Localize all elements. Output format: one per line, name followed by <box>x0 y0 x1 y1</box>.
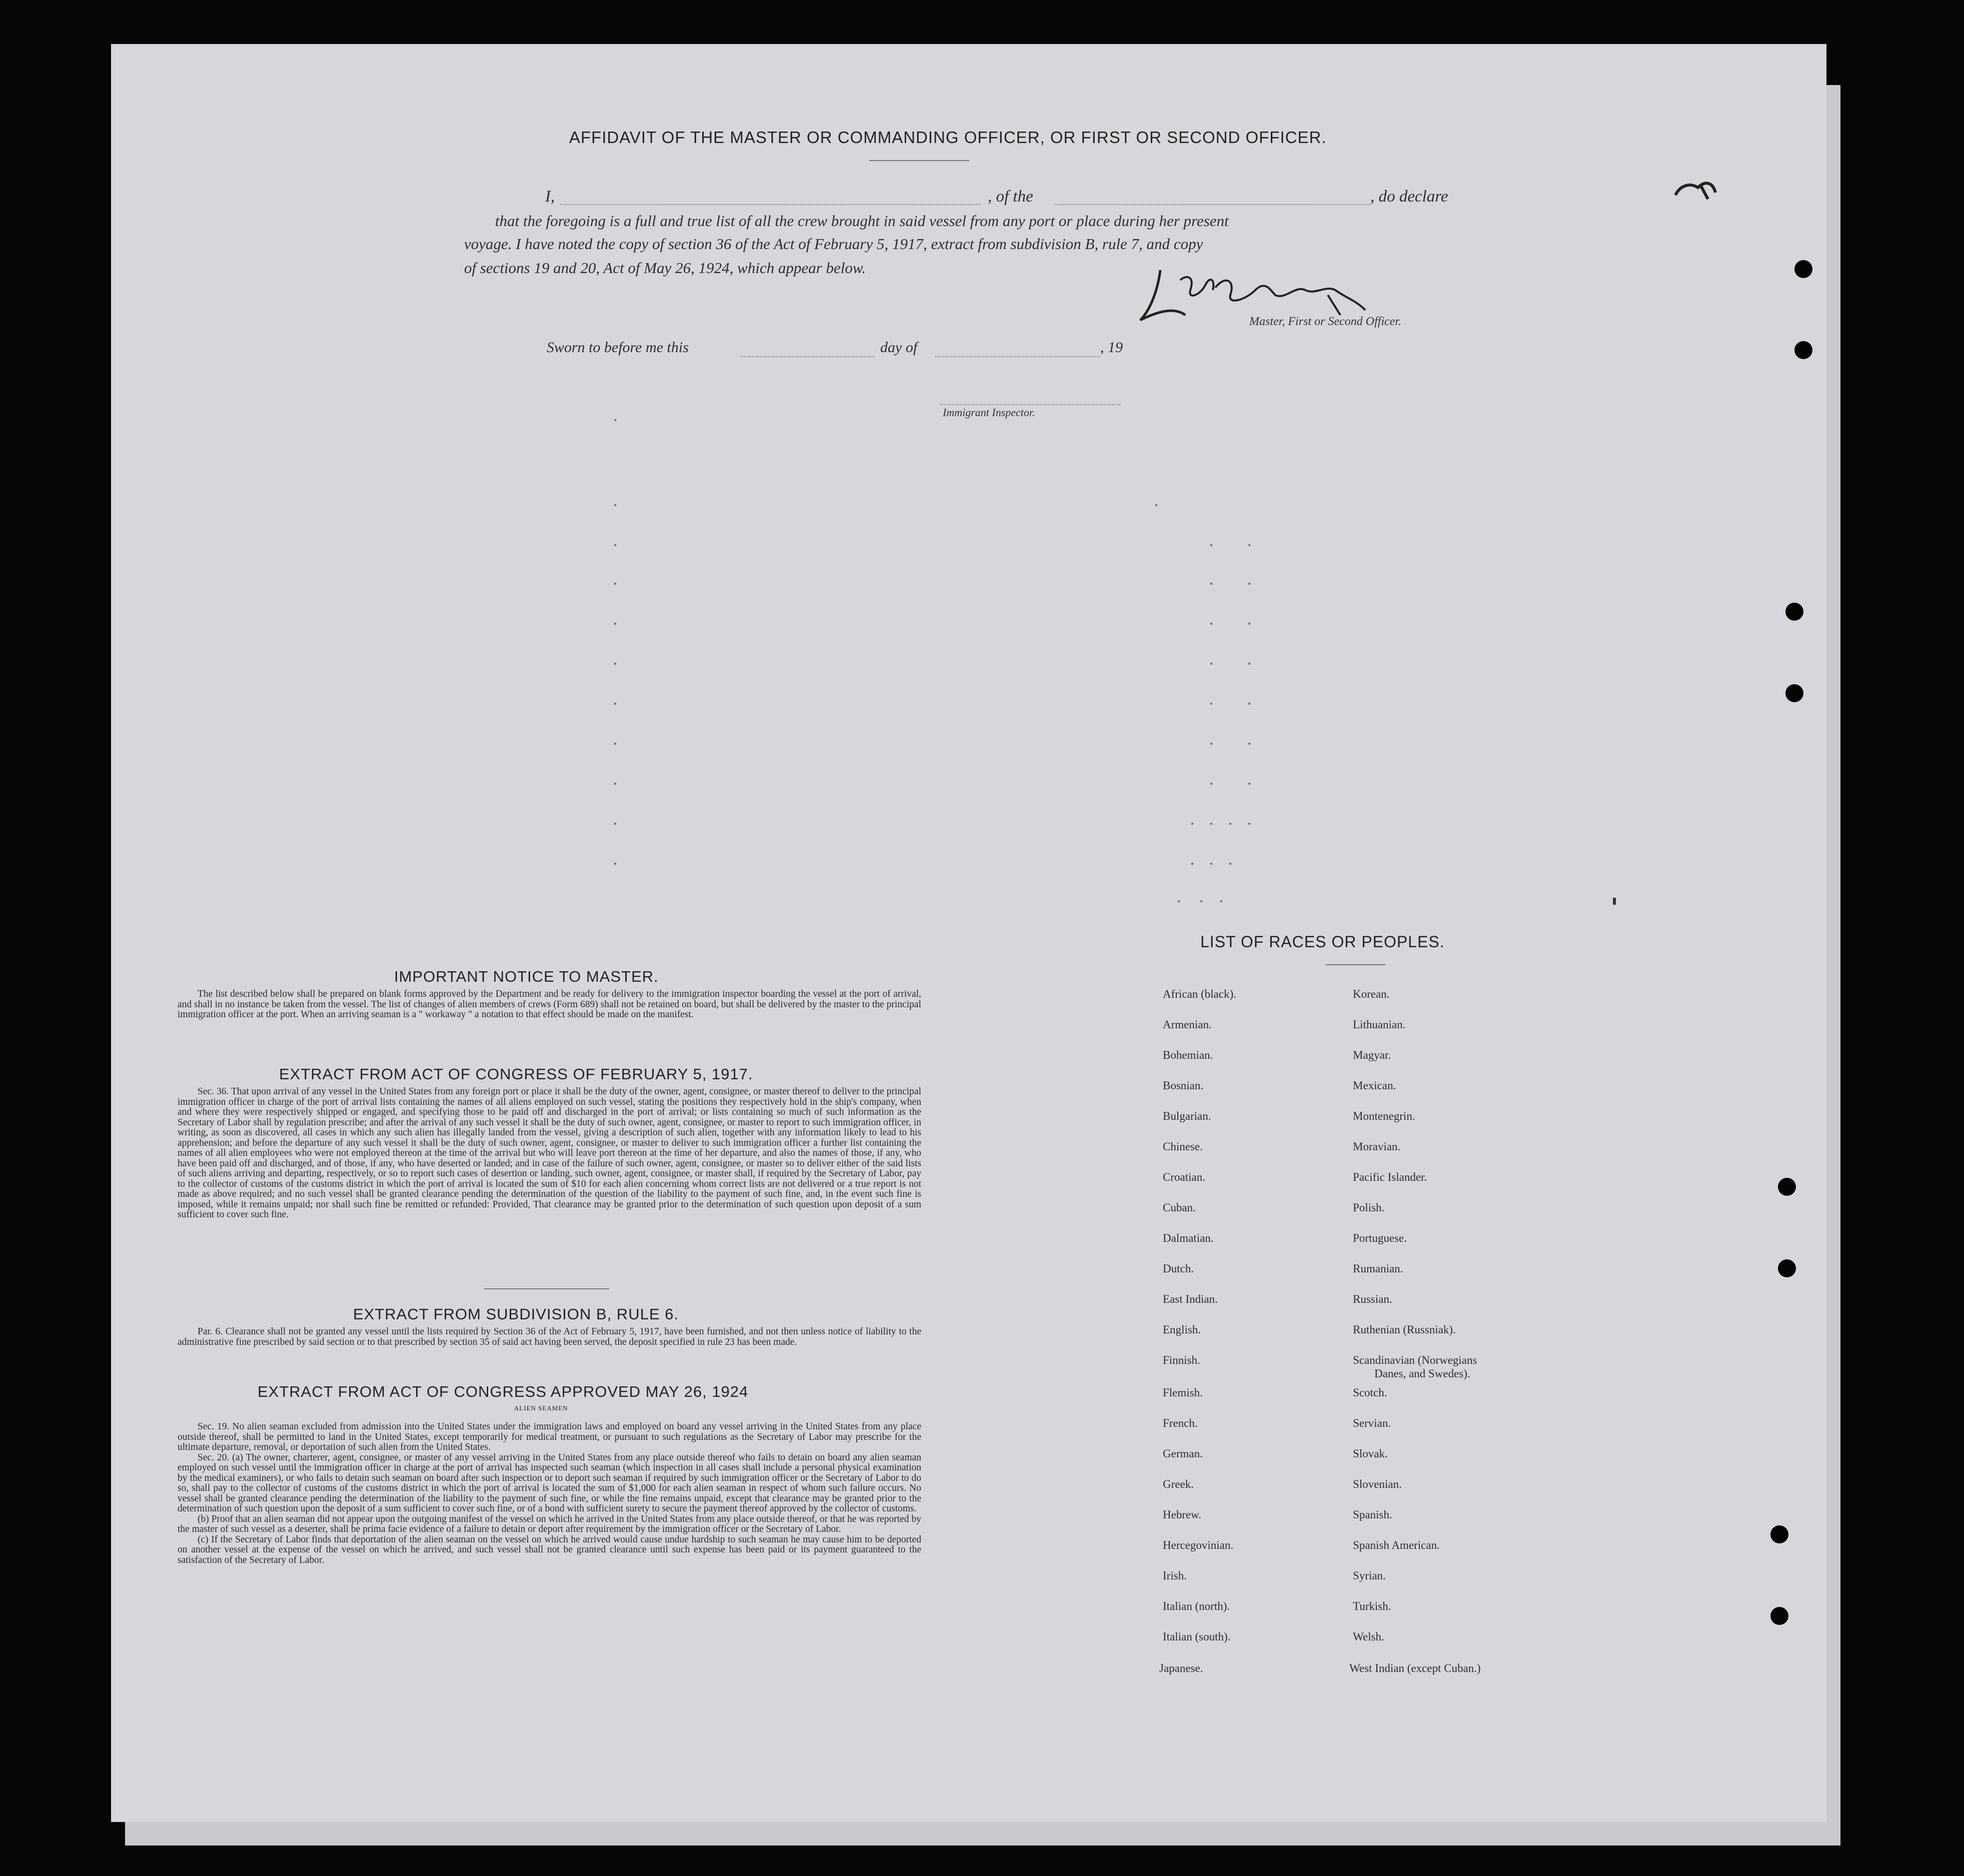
extract-rule6-title: EXTRACT FROM SUBDIVISION B, RULE 6. <box>353 1305 679 1323</box>
race-item: Ruthenian (Russniak). <box>1353 1323 1456 1336</box>
race-item: Hebrew. <box>1163 1508 1202 1521</box>
punch-hole <box>1778 1259 1796 1277</box>
affidavit-line-4: of sections 19 and 20, Act of May 26, 1924, which appear below. <box>464 259 866 277</box>
punch-hole <box>1778 1178 1796 1196</box>
notice-text: The list described below shall be prepared on blank forms approved by the Department and be ready for delivery to the immigration inspector boarding the vessel at the port of arrival, and shall in no instance be taken from the vessel. The list of changes of alien members of crews (Form 689) shall not be retained on board, but shall be delivered by the master to the principal immigration officer at the port. When an arriving seaman is a " workaway " a notation to that effect should be made on the manifest. <box>178 989 921 1020</box>
race-item: Italian (north). <box>1163 1600 1230 1612</box>
race-item: Bulgarian. <box>1163 1110 1211 1122</box>
race-item: Scotch. <box>1353 1386 1387 1399</box>
sec19-text: Sec. 19. No alien seaman excluded from admission into the United States under the immigration laws and employed on board any vessel arriving in the United States from any place outside thereof, shall be permitted to land in the United States, except temporarily for medical treatment, or pursuant to such regulations as the Secretary of Labor may prescribe for the ultimate departure, removal, or deportation of such alien from the United States. <box>178 1421 921 1452</box>
race-item: Scandinavian (Norwegians <box>1353 1354 1477 1366</box>
race-item: Slovak. <box>1353 1447 1388 1460</box>
race-item: Polish. <box>1353 1201 1385 1214</box>
punch-hole <box>1794 341 1812 359</box>
race-item: Moravian. <box>1353 1140 1401 1153</box>
race-item: Armenian. <box>1163 1018 1212 1031</box>
affidavit-declare: , do declare <box>1370 188 1448 206</box>
day-of-text: day of <box>880 339 918 356</box>
race-item: Finnish. <box>1163 1354 1200 1366</box>
race-item: Chinese. <box>1163 1140 1203 1153</box>
sec20b-text: (b) Proof that an alien seaman did not appear upon the outgoing manifest of the vessel on which he arrived in the United States from any place outside thereof, or that he was reported by the master of such vessel as a deserter, shall be prima facie evidence of a failure to detain or deport after requirement by the immigration officer or the Secretary of Labor. <box>178 1513 921 1534</box>
affidavit-line-3: voyage. I have noted the copy of section 36 of the Act of February 5, 1917, extract from subdivision B, rule 7, and copy <box>464 235 1203 253</box>
extract-1924-body <box>178 1422 921 1565</box>
race-item: Mexican. <box>1353 1079 1396 1092</box>
affidavit-line-2: that the foregoing is a full and true list of all the crew brought in said vessel from any port or place during her present <box>495 212 1229 230</box>
rule6-text: Par. 6. Clearance shall not be granted any vessel until the lists required by Section 36 of the Act of February 5, 1917, have been furnished, and not then unless notice of liability to the administrative fine prescribed by said section or to that prescribed by section 35 of said act having been served, the deposit specified in rule 23 has been made. <box>178 1326 921 1347</box>
race-item: Servian. <box>1353 1417 1391 1429</box>
race-item: German. <box>1163 1447 1203 1460</box>
races-title-rule <box>1325 964 1385 965</box>
race-item: Cuban. <box>1163 1201 1196 1214</box>
race-item: English. <box>1163 1323 1201 1336</box>
affidavit-i: I, <box>545 188 555 206</box>
race-item: Portuguese. <box>1353 1232 1407 1244</box>
sec20c-text: (c) If the Secretary of Labor finds that deportation of the alien seaman on the vessel on which he arrived would cause undue hardship to such seaman he may cause him to be deported on another vessel at the expense of the vessel on which he arrived, and such vessel shall not be granted clearance until such expense has been paid or its payment guaranteed to the satisfaction of the Secretary of Labor. <box>178 1534 921 1565</box>
inspector-label: Immigrant Inspector. <box>943 406 1035 419</box>
race-item: Slovenian. <box>1353 1478 1402 1490</box>
race-item: French. <box>1163 1417 1198 1429</box>
affidavit-title: AFFIDAVIT OF THE MASTER OR COMMANDING OFFICER, OR FIRST OR SECOND OFFICER. <box>569 128 1327 147</box>
sec20a-text: Sec. 20. (a) The owner, charterer, agent, consignee, or master of any vessel arriving in the United States from any place outside thereof who fails to detain on board any alien seaman employed on such vessel until the immigration officer in charge at the port of arrival has inspected such seaman (which inspection in all cases shall include a personal physical examination by the medical examiners), or who fails to detain such seaman on board after such inspection or to deport such seaman if required by such immigration officer or the Secretary of Labor to do so, shall pay to the collector of customs of the customs district in which the port of arrival is located the sum of $1,000 for each alien seaman in respect of whom such failure occurs. No vessel shall be granted clearance pending the determination of the liability to the payment of such fine, or while the fine remains unpaid, except that clearance may be granted prior to the determination of such question upon the deposit of a sum sufficient to cover such fine, or of a bond with sufficient surety to secure the payment thereof approved by the collector of customs. <box>178 1452 921 1514</box>
race-item: Flemish. <box>1163 1386 1203 1399</box>
race-item: Spanish American. <box>1353 1539 1440 1551</box>
punch-hole <box>1770 1607 1788 1625</box>
notice-title: IMPORTANT NOTICE TO MASTER. <box>394 968 659 985</box>
affidavit-title-rule <box>869 160 969 161</box>
punch-hole <box>1785 603 1803 621</box>
race-item: Italian (south). <box>1163 1630 1231 1643</box>
race-item: Lithuanian. <box>1353 1018 1406 1031</box>
race-item: Pacific Islander. <box>1353 1171 1427 1183</box>
races-title: LIST OF RACES OR PEOPLES. <box>1200 933 1445 951</box>
race-item: Syrian. <box>1353 1569 1386 1582</box>
section-divider <box>484 1288 609 1289</box>
race-item: East Indian. <box>1163 1293 1218 1305</box>
race-item: Hercegovinian. <box>1163 1539 1234 1551</box>
race-item: Korean. <box>1353 988 1390 1000</box>
affidavit-of-the: , of the <box>988 188 1033 206</box>
notice-body <box>178 989 921 1020</box>
race-item: Greek. <box>1163 1478 1194 1490</box>
sworn-month-field <box>935 356 1100 357</box>
race-item: Montenegrin. <box>1353 1110 1415 1122</box>
corner-mark <box>1670 175 1725 205</box>
section-36-text: Sec. 36. That upon arrival of any vessel in the United States from any foreign port or place it shall be the duty of the owner, agent, consignee, or master thereof to deliver to the principal immigration officer in charge of the port of arrival lists containing the names of all aliens employed on such vessel, stating the positions they respectively hold in the ship's company, when and where they were respectively shipped or engaged, and specifying those to be paid off and discharged in the port of arrival; or lists containing so much of such information as the Secretary of Labor shall by regulation prescribe; and after the arrival of any such vessel it shall be the duty of such owner, agent, consignee, or master to report to such immigration officer, in writing, as soon as discovered, all cases in which any such alien has illegally landed from the vessel, giving a description of such alien, together with any information likely to lead to his apprehension; and before the departure of any such vessel it shall be the duty of such owner, agent, consignee, or master to deliver to such immigration officer a further list containing the names of all alien employees who were not employed thereon at the time of the arrival but who will leave port thereon at the time of her departure, and also the names of those, if any, who have been paid off and discharged, and of those, if any, who have deserted or landed; and in case of the failure of such owner, agent, consignee, or master so to deliver either of the said lists of such aliens arriving and departing, respectively, or so to report such cases of desertion or landing, such owner, agent, consignee, or master shall, if required by the Secretary of Labor, pay to the collector of customs of the customs district in which the port of arrival is located the sum of $10 for each alien concerning whom correct lists are not delivered or a true report is not made as above required; and no such vessel shall be granted clearance pending the determination of the question of the liability to the payment of such fine, and, in the event such fine is imposed, while it remains unpaid; nor shall such fine be remitted or refunded: Provided, That clearance may be granted prior to the determination of such question upon deposit of a sum sufficient to cover such fine. <box>178 1086 921 1220</box>
race-item: West Indian (except Cuban.) <box>1349 1662 1481 1674</box>
race-item: Bosnian. <box>1163 1079 1204 1092</box>
year-text: , 19 <box>1100 339 1123 356</box>
race-item: Turkish. <box>1353 1600 1391 1612</box>
race-item: Dalmatian. <box>1163 1232 1214 1244</box>
race-item: Croatian. <box>1163 1171 1205 1183</box>
race-item: Japanese. <box>1159 1662 1203 1674</box>
race-item: Danes, and Swedes). <box>1374 1367 1470 1380</box>
sworn-day-field <box>740 356 875 357</box>
race-item: Bohemian. <box>1163 1049 1213 1061</box>
punch-hole <box>1785 684 1803 702</box>
vessel-field <box>1055 204 1370 205</box>
race-item: Irish. <box>1163 1569 1187 1582</box>
race-item: Magyar. <box>1353 1049 1391 1061</box>
extract-1917-title: EXTRACT FROM ACT OF CONGRESS OF FEBRUARY 5, 1917. <box>279 1065 753 1083</box>
extract-1917-body <box>178 1087 921 1220</box>
punch-hole <box>1794 260 1812 278</box>
race-item: Rumanian. <box>1353 1262 1403 1275</box>
extract-rule6-body <box>178 1327 921 1347</box>
sworn-text: Sworn to before me this <box>547 339 689 356</box>
race-item: Welsh. <box>1353 1630 1384 1643</box>
name-field <box>560 204 980 205</box>
alien-seamen-subtitle: ALIEN SEAMEN <box>514 1404 568 1412</box>
punch-hole <box>1770 1525 1788 1543</box>
race-item: Dutch. <box>1163 1262 1194 1275</box>
race-item: Russian. <box>1353 1293 1392 1305</box>
signer-title: Master, First or Second Officer. <box>1249 315 1401 328</box>
race-item: Spanish. <box>1353 1508 1392 1521</box>
extract-1924-title: EXTRACT FROM ACT OF CONGRESS APPROVED MAY 26, 1924 <box>258 1383 749 1400</box>
race-item: African (black). <box>1163 988 1236 1000</box>
inspector-signature-field <box>940 404 1120 405</box>
